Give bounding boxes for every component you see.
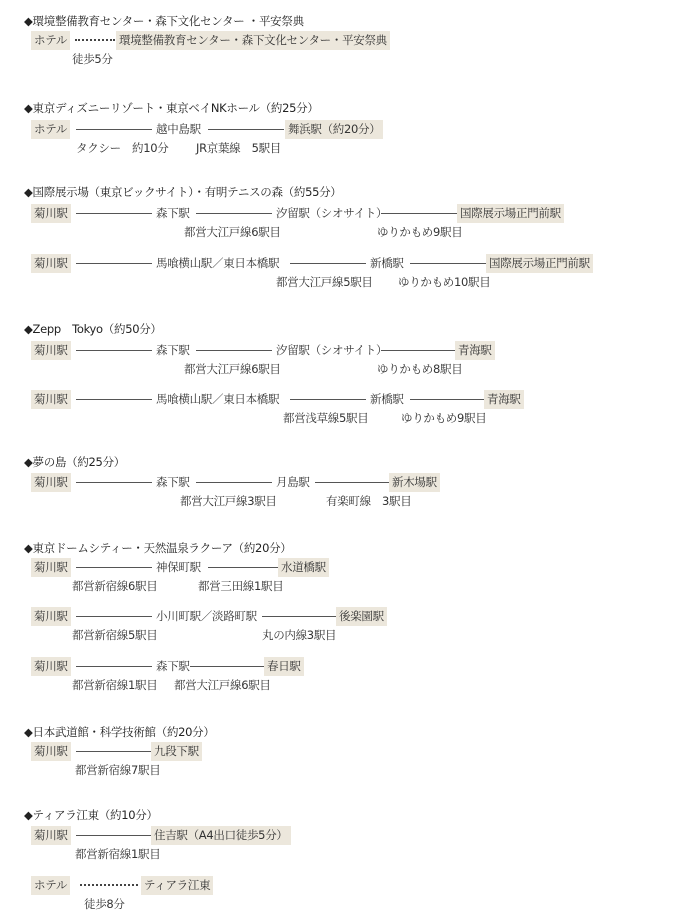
- node-destination: 後楽園駅: [336, 607, 387, 626]
- node-origin: 菊川駅: [31, 558, 71, 577]
- node-destination: ティアラ江東: [141, 876, 213, 895]
- segment-label: 徒歩5分: [72, 52, 113, 66]
- route: [0, 742, 689, 784]
- route-line: [76, 350, 152, 351]
- section-heading: ◆環境整備教育センター・森下文化センター ・平安祭典: [24, 14, 304, 28]
- node-station: 森下駅: [156, 475, 190, 489]
- route: [0, 341, 689, 383]
- route-line: [190, 666, 264, 667]
- node-station: 神保町駅: [156, 560, 201, 574]
- route: [0, 390, 689, 432]
- segment-label: 都営新宿線6駅目: [72, 579, 158, 593]
- node-destination: 国際展示場正門前駅: [457, 204, 564, 223]
- node-station: 馬喰横山駅／東日本橋駅: [156, 392, 280, 406]
- section-heading: ◆日本武道館・科学技術館（約20分）: [24, 725, 215, 739]
- route-line: [290, 399, 366, 400]
- segment-label: 都営三田線1駅目: [198, 579, 284, 593]
- segment-label: 都営大江戸線3駅目: [180, 494, 277, 508]
- route-line: [290, 263, 366, 264]
- route-line: [76, 213, 152, 214]
- route-line: [76, 835, 151, 836]
- node-origin: 菊川駅: [31, 473, 71, 492]
- node-destination: 環境整備教育センター・森下文化センター・平安祭典: [116, 31, 390, 50]
- route-line: [76, 666, 152, 667]
- route-line: [208, 567, 278, 568]
- node-destination: 九段下駅: [151, 742, 202, 761]
- node-destination: 新木場駅: [389, 473, 440, 492]
- route-line: [76, 567, 152, 568]
- node-destination: 舞浜駅（約20分）: [285, 120, 383, 139]
- route-line: [208, 129, 284, 130]
- segment-label: 都営大江戸線6駅目: [184, 225, 281, 239]
- segment-label: JR京葉線 5駅目: [196, 141, 281, 155]
- node-origin: ホテル: [31, 120, 70, 139]
- section-heading: ◆東京ドームシティー・天然温泉ラクーア（約20分）: [24, 541, 292, 555]
- segment-label: 都営浅草線5駅目: [283, 411, 369, 425]
- route-line: [262, 616, 336, 617]
- segment-label: 丸の内線3駅目: [262, 628, 337, 642]
- node-destination: 住吉駅（A4出口徒歩5分）: [151, 826, 291, 845]
- segment-label: 都営大江戸線5駅目: [276, 275, 373, 289]
- node-origin: 菊川駅: [31, 657, 71, 676]
- route-line: [76, 751, 151, 752]
- route-line: [196, 350, 272, 351]
- route-line: [410, 263, 486, 264]
- node-origin: 菊川駅: [31, 826, 71, 845]
- node-destination: 青海駅: [484, 390, 524, 409]
- route-walk-dots: [75, 39, 115, 41]
- node-station: 新橋駅: [370, 392, 404, 406]
- segment-label: 都営大江戸線6駅目: [174, 678, 271, 692]
- segment-label: ゆりかもめ9駅目: [401, 411, 487, 425]
- node-origin: 菊川駅: [31, 390, 71, 409]
- node-station: 小川町駅／淡路町駅: [156, 609, 257, 623]
- node-origin: 菊川駅: [31, 742, 71, 761]
- node-station: 月島駅: [276, 475, 310, 489]
- node-origin: 菊川駅: [31, 607, 71, 626]
- segment-label: 都営新宿線7駅目: [75, 763, 161, 777]
- segment-label: ゆりかもめ8駅目: [377, 362, 463, 376]
- route: [0, 31, 689, 73]
- node-station: 森下駅: [156, 206, 190, 220]
- node-origin: ホテル: [31, 31, 70, 50]
- route-line: [381, 213, 457, 214]
- route-line: [76, 399, 152, 400]
- route-line: [76, 263, 152, 264]
- node-station: 越中島駅: [156, 122, 201, 136]
- route-line: [315, 482, 389, 483]
- route: [0, 826, 689, 868]
- segment-label: 徒歩8分: [84, 897, 125, 911]
- node-station: 森下駅: [156, 343, 190, 357]
- segment-label: 都営新宿線5駅目: [72, 628, 158, 642]
- section-heading: ◆東京ディズニーリゾート・東京ベイNKホール（約25分）: [24, 101, 319, 115]
- route-line: [76, 129, 152, 130]
- route-line: [196, 213, 272, 214]
- route: [0, 657, 689, 699]
- node-origin: ホテル: [31, 876, 70, 895]
- route: [0, 876, 689, 918]
- segment-label: タクシー 約10分: [76, 141, 169, 155]
- node-station: 汐留駅（シオサイト）: [276, 343, 388, 357]
- section-heading: ◆ティアラ江東（約10分）: [24, 808, 158, 822]
- route: [0, 607, 689, 649]
- node-destination: 水道橋駅: [278, 558, 329, 577]
- section-heading: ◆夢の島（約25分）: [24, 455, 125, 469]
- node-origin: 菊川駅: [31, 204, 71, 223]
- node-station: 馬喰横山駅／東日本橋駅: [156, 256, 280, 270]
- section-heading: ◆国際展示場（東京ビックサイト）・有明テニスの森（約55分）: [24, 185, 342, 199]
- segment-label: 都営大江戸線6駅目: [184, 362, 281, 376]
- segment-label: ゆりかもめ10駅目: [398, 275, 491, 289]
- node-destination: 国際展示場正門前駅: [486, 254, 593, 273]
- route: [0, 120, 689, 162]
- node-origin: 菊川駅: [31, 254, 71, 273]
- route-line: [196, 482, 272, 483]
- route-line: [76, 482, 152, 483]
- section-heading: ◆Zepp Tokyo（約50分）: [24, 322, 162, 336]
- route-line: [76, 616, 152, 617]
- node-destination: 青海駅: [455, 341, 495, 360]
- route: [0, 204, 689, 246]
- node-destination: 春日駅: [264, 657, 304, 676]
- route-line: [381, 350, 455, 351]
- route: [0, 254, 689, 296]
- route: [0, 558, 689, 600]
- route-walk-dots: [80, 884, 138, 886]
- node-origin: 菊川駅: [31, 341, 71, 360]
- segment-label: ゆりかもめ9駅目: [377, 225, 463, 239]
- segment-label: 有楽町線 3駅目: [326, 494, 412, 508]
- segment-label: 都営新宿線1駅目: [75, 847, 161, 861]
- node-station: 森下駅: [156, 659, 190, 673]
- route-line: [410, 399, 484, 400]
- node-station: 新橋駅: [370, 256, 404, 270]
- route: [0, 473, 689, 515]
- node-station: 汐留駅（シオサイト）: [276, 206, 388, 220]
- segment-label: 都営新宿線1駅目: [72, 678, 158, 692]
